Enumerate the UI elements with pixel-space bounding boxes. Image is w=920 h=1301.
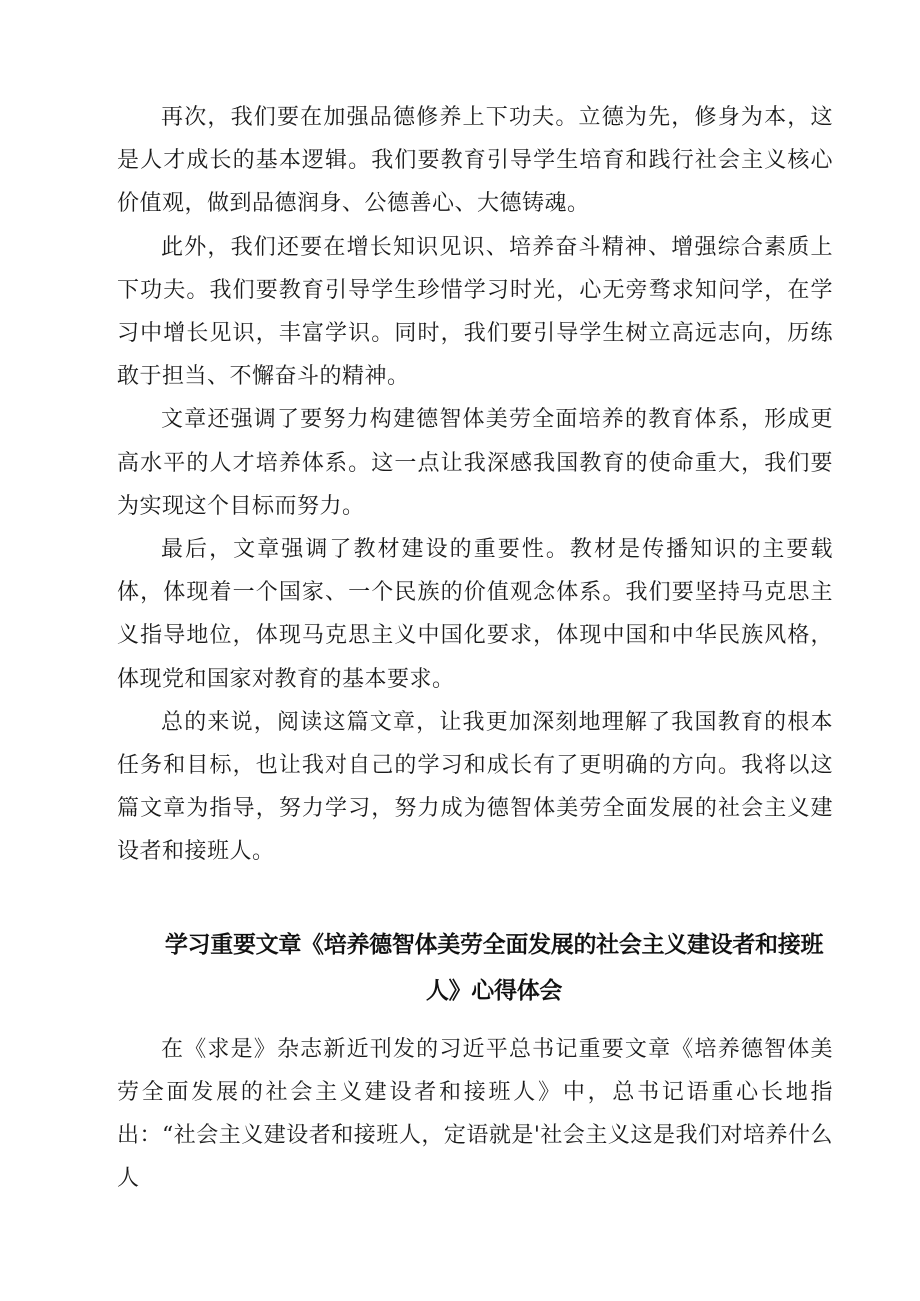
section-title: 学习重要文章《培养德智体美劳全面发展的社会主义建设者和接班人》心得体会 bbox=[164, 931, 824, 1004]
paragraph-moral-cultivation: 再次，我们要在加强品德修养上下功夫。立德为先，修身为本，这是人才成长的基本逻辑。我们要教育引导学生培育和践行社会主义核心价值观，做到品德润身、公德善心、大德铸魂。 bbox=[117, 105, 833, 217]
document-body bbox=[117, 96, 833, 1200]
paragraph-conclusion: 总的来说，阅读这篇文章，让我更加深刻地理解了我国教育的根本任务和目标，也让我对自己的学习和成长有了更明确的方向。我将以这篇文章为指导，努力学习，努力成为德智体美劳全面发展的社会主义建设者和接班人。 bbox=[117, 709, 833, 865]
paragraph-knowledge-growth: 此外，我们还要在增长知识见识、培养奋斗精神、增强综合素质上下功夫。我们要教育引导学生珍惜学习时光，心无旁骛求知问学，在学习中增长见识，丰富学识。同时，我们要引导学生树立高远志向，历练敢于担当、不懈奋斗的精神。 bbox=[117, 234, 833, 390]
paragraph-education-system: 文章还强调了要努力构建德智体美劳全面培养的教育体系，形成更高水平的人才培养体系。这一点让我深感我国教育的使命重大，我们要为实现这个目标而努力。 bbox=[117, 407, 833, 519]
paragraph-qiushi-intro: 在《求是》杂志新近刊发的习近平总书记重要文章《培养德智体美劳全面发展的社会主义建设者和接班人》中，总书记语重心长地指出：“社会主义建设者和接班人，定语就是'社会主义这是我们对培养什么人 bbox=[117, 1036, 833, 1192]
paragraph-textbook-construction: 最后，文章强调了教材建设的重要性。教材是传播知识的主要载体，体现着一个国家、一个民族的价值观念体系。我们要坚持马克思主义指导地位，体现马克思主义中国化要求，体现中国和中华民族风格，体现党和国家对教育的基本要求。 bbox=[117, 537, 833, 692]
